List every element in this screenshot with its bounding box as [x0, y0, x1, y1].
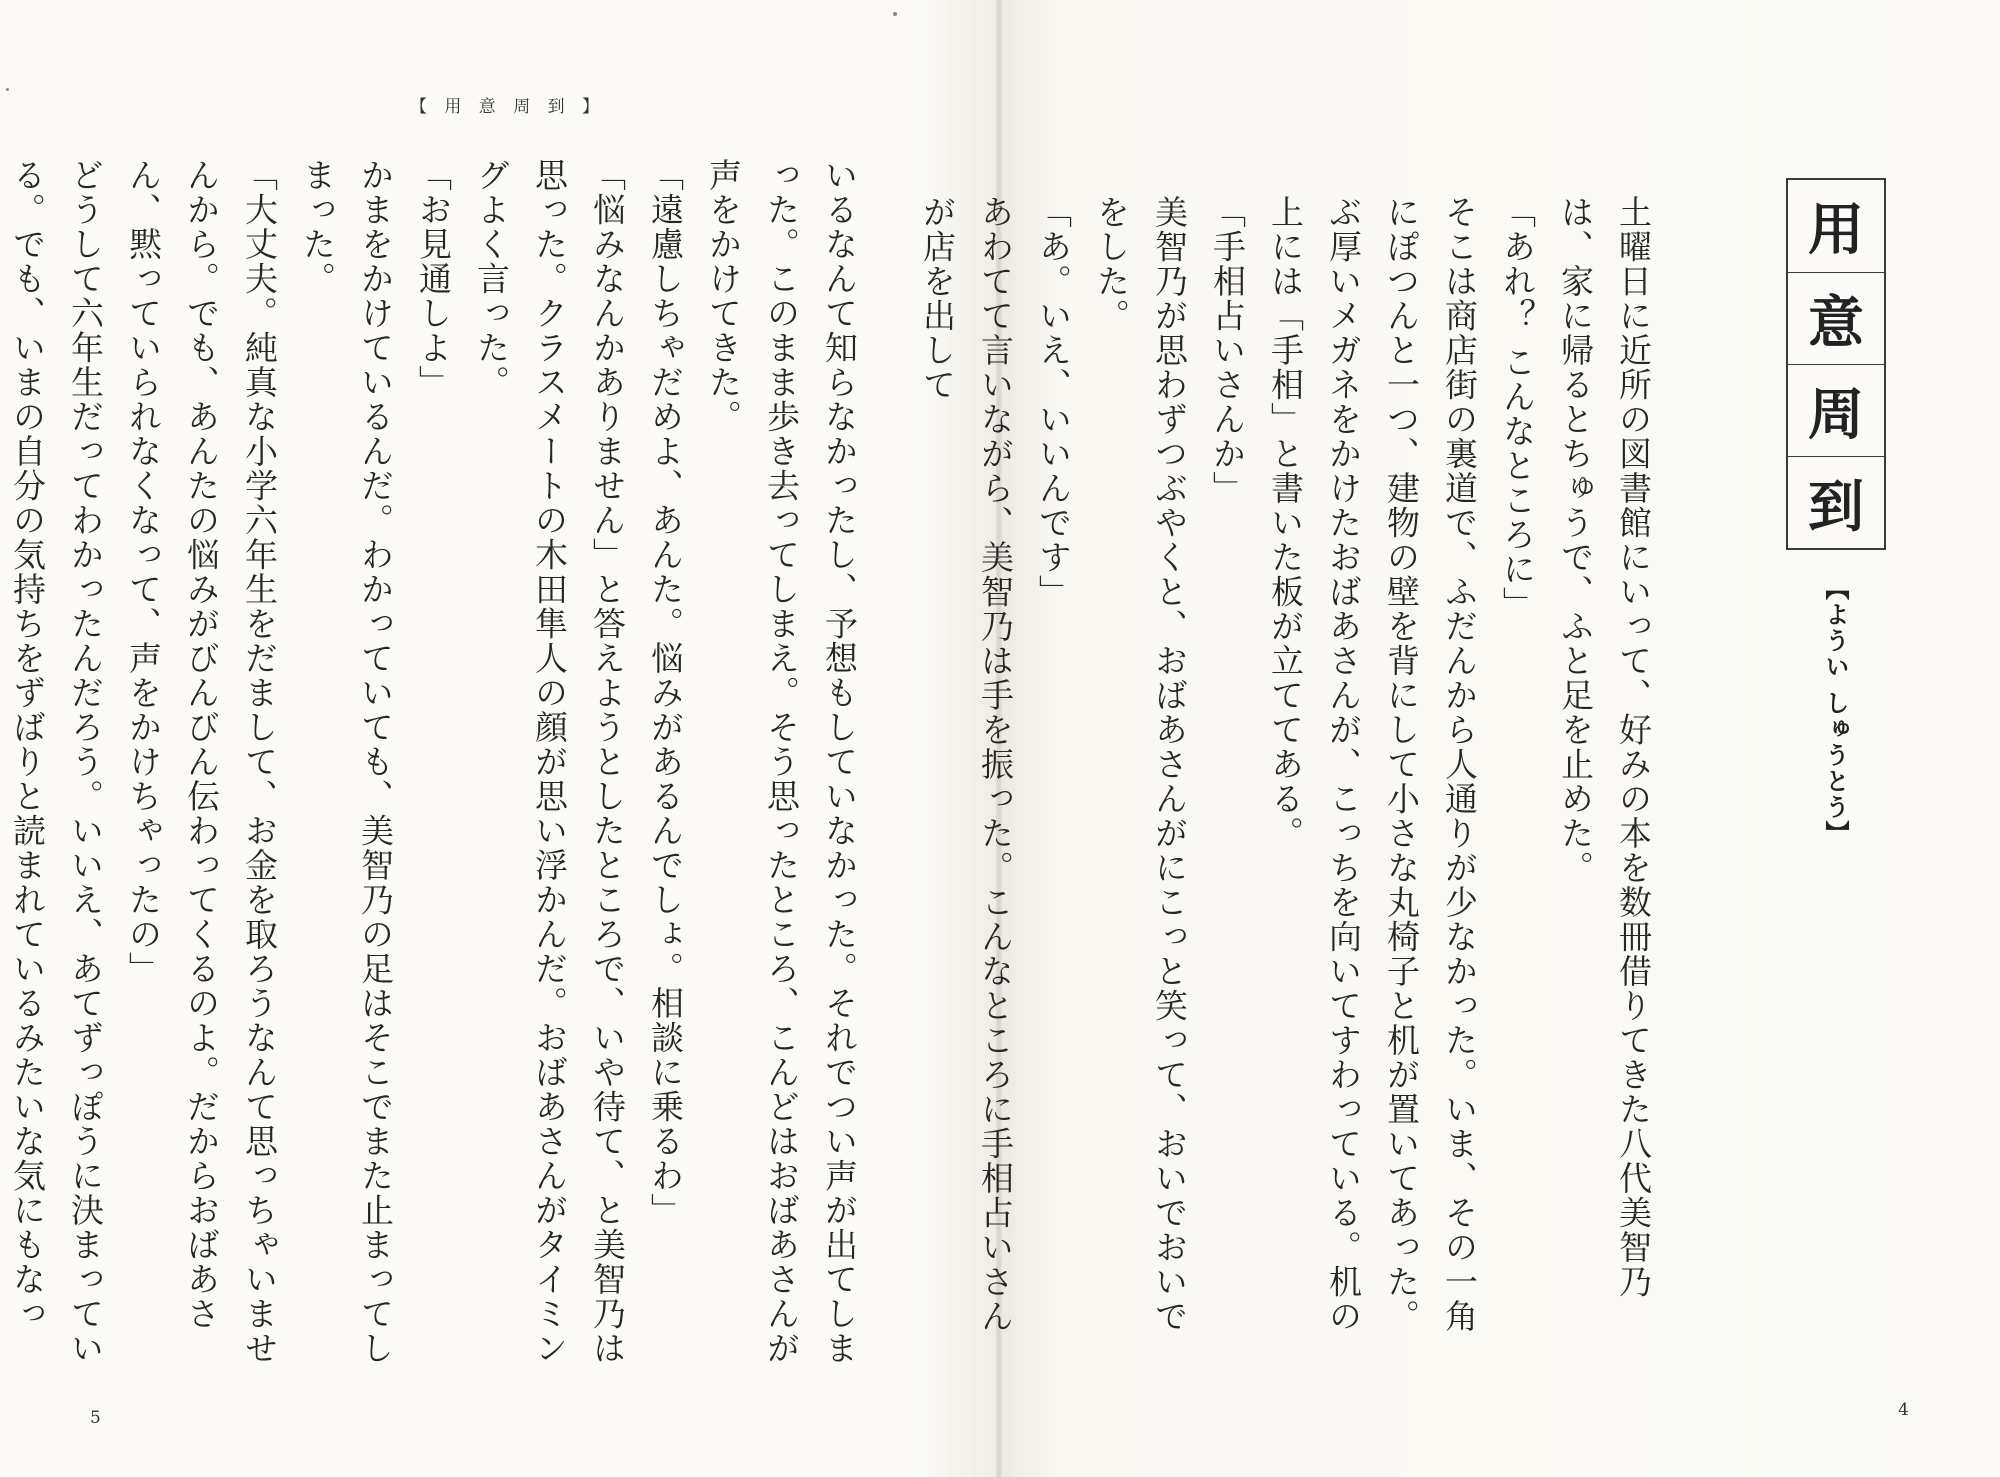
paper-speck	[6, 88, 9, 91]
title-char: 到	[1788, 456, 1884, 549]
chapter-title-box	[1786, 178, 1886, 550]
left-page-body	[8, 158, 868, 1366]
paper-speck	[893, 12, 897, 16]
paragraph: 「手相占いさんか」	[1208, 195, 1247, 506]
right-page-body	[918, 195, 1662, 1367]
paragraph: 「悩みなんかありません」と答えようとしたところで、いや待て、と美智乃は思った。クラスメートの木田隼人の顔が思い浮かんだ。おばあさんがタイミングよく言った。	[472, 158, 627, 1366]
paragraph: 美智乃が思わずつぶやくと、おばあさんがにこっと笑って、おいでおいでをした。	[1092, 195, 1189, 1334]
paragraph: 「お見通しよ」	[414, 158, 453, 400]
paragraph: あわてて言いながら、美智乃は手を振った。こんなところに手相占いさんが店を出して	[918, 195, 1015, 1334]
title-char: 意	[1788, 272, 1884, 365]
paragraph: そこは商店街の裏道で、ふだんから人通りが少なかった。いま、その一角にぽつんと一つ、建物の壁を背にして小さな丸椅子と机が置いてあった。ぶ厚いメガネをかけたおばあさんが、こっちを向いてすわっている。机の上には「手相」と書いた板が立ててある。	[1266, 195, 1479, 1334]
paragraph: 「大丈夫。純真な小学六年生をだまして、お金を取ろうなんて思っちゃいませんから。でも、あんたの悩みがびんびん伝わってくるのよ。だからおばあさん、黙っていられなくなって、声をかけちゃったの」	[124, 158, 279, 1366]
paragraph: 「あ。いえ、いいんです」	[1034, 195, 1073, 609]
paragraph: 「遠慮しちゃだめよ、あんた。悩みがあるんでしょ。相談に乗るわ」	[646, 158, 685, 1228]
paragraph: どうして六年生だってわかったんだろう。いいえ、あてずっぽうに決まっている。でも、いまの自分の気持ちをずばりと読まれているみたいな気にもなっ	[8, 158, 105, 1366]
paragraph: 土曜日に近所の図書館にいって、好みの本を数冊借りてきた八代美智乃は、家に帰るとちゅうで、ふと足を止めた。	[1556, 195, 1653, 1299]
page-number: 4	[1898, 1400, 1909, 1420]
paragraph: いるなんて知らなかったし、予想もしていなかった。それでつい声が出てしまった。このまま歩き去ってしまえ。そう思ったところ、こんどはおばあさんが声をかけてきた。	[704, 158, 859, 1366]
title-reading: 【ようい しゅうとう】	[1821, 576, 1849, 847]
page-number: 5	[90, 1408, 101, 1428]
running-head: 【 用 意 周 到 】	[410, 97, 606, 117]
title-char: 用	[1808, 198, 1864, 263]
paragraph: 「あれ？ こんなところに」	[1498, 195, 1537, 621]
title-char: 周	[1788, 364, 1884, 457]
paragraph: かまをかけているんだ。わかっていても、美智乃の足はそこでまた止まってしまった。	[298, 158, 395, 1366]
